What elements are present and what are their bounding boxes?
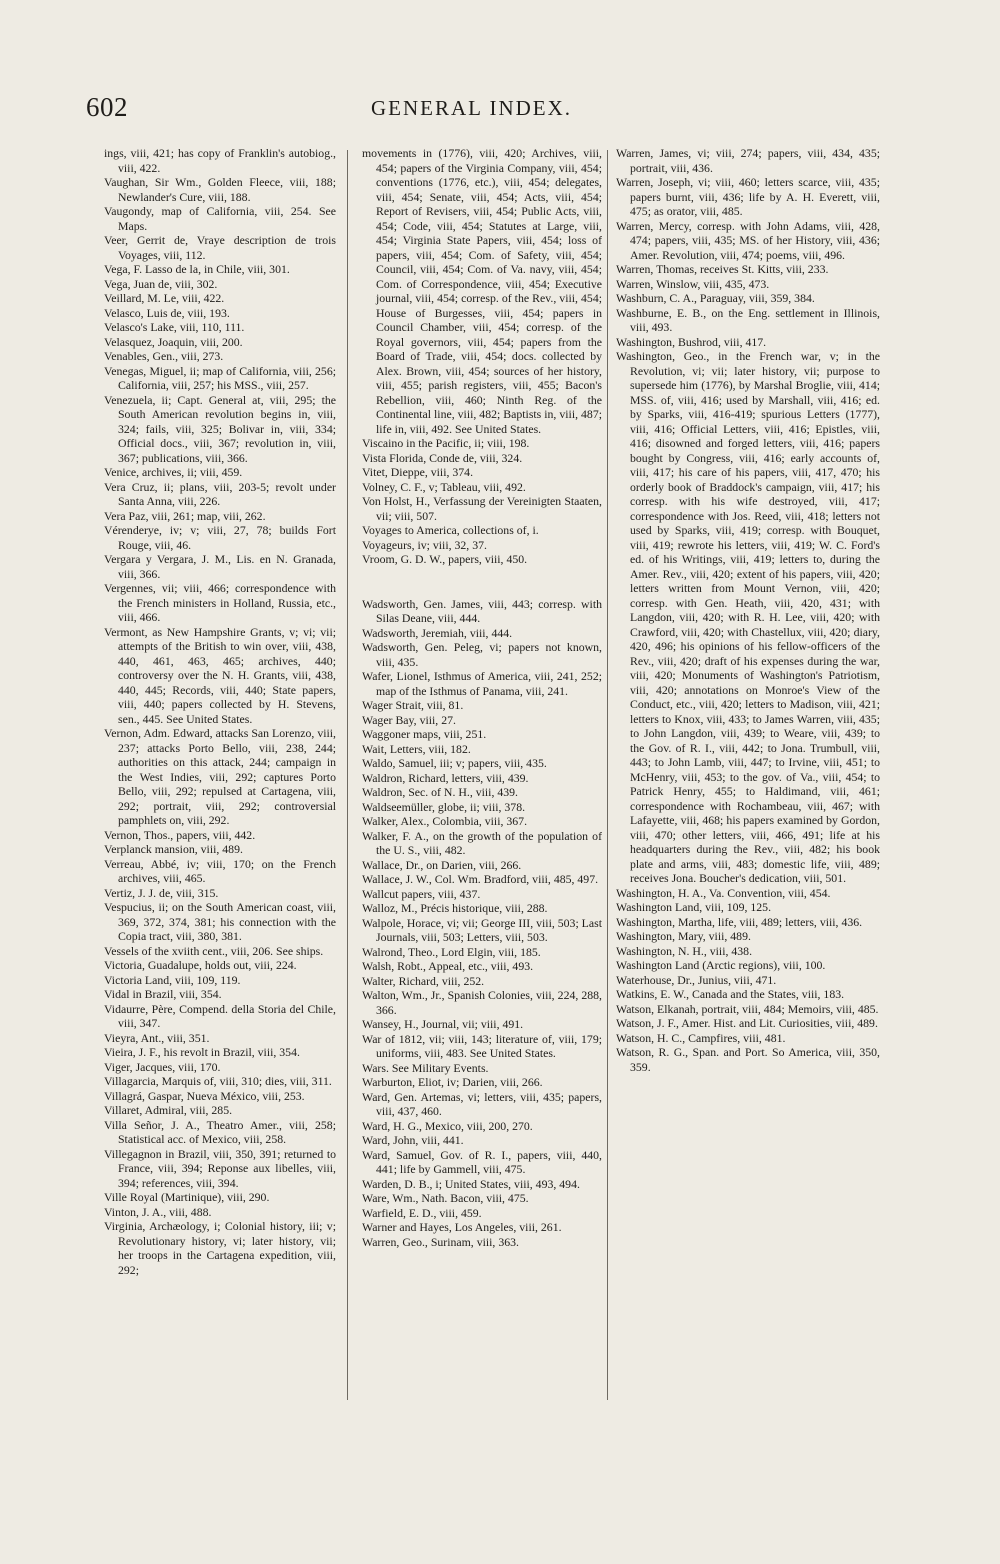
index-entry: Warren, Thomas, receives St. Kitts, viii, 233. (616, 262, 829, 276)
index-entry: Vidal in Brazil, viii, 354. (104, 987, 222, 1001)
index-entry: Vernon, Thos., papers, viii, 442. (104, 827, 256, 842)
index-entry: ings, viii, 421; has copy of Franklin's autobiog., viii, 422. (104, 146, 336, 175)
index-entry: Walpole, Horace, vi; vii; George III, viii, 503; Last Journals, viii, 503; Letters, viii, 503. (362, 915, 602, 944)
index-entry: Waldseemüller, globe, ii; viii, 378. (362, 799, 526, 814)
index-entry: Vergennes, vii; viii, 466; correspondence with the French ministers in Holland, Russia, etc., viii, 466. (104, 581, 336, 624)
index-entry: Veer, Gerrit de, Vraye description de trois Voyages, viii, 112. (104, 233, 336, 262)
index-entry: Vera Paz, viii, 261; map, viii, 262. (104, 508, 266, 523)
index-entry: Washington Land, viii, 109, 125. (616, 900, 772, 914)
index-column-2 (362, 146, 602, 1446)
index-entry: Wadsworth, Gen. James, viii, 443; corresp. with Silas Deane, viii, 444. (362, 596, 602, 625)
index-entry: Ward, John, viii, 441. (362, 1133, 464, 1147)
index-entry: Wadsworth, Jeremiah, viii, 444. (362, 625, 513, 640)
index-entry: Warden, D. B., i; United States, viii, 493, 494. (362, 1176, 580, 1191)
index-entry: Washington, Martha, life, viii, 489; letters, viii, 436. (616, 914, 863, 929)
index-entry: Wallcut papers, viii, 437. (362, 886, 481, 901)
index-entry: Voyages to America, collections of, i. (362, 523, 539, 537)
index-entry: Ward, Gen. Artemas, vi; letters, viii, 435; papers, viii, 437, 460. (362, 1089, 602, 1118)
index-entry: Watson, H. C., Campfires, viii, 481. (616, 1030, 786, 1045)
index-entry: Vega, Juan de, viii, 302. (104, 276, 218, 291)
index-entry: Walsh, Robt., Appeal, etc., viii, 493. (362, 959, 534, 973)
index-entry: Wafer, Lionel, Isthmus of America, viii, 241, 252; map of the Isthmus of Panama, viii, 241. (362, 669, 602, 698)
index-entry: War of 1812, vii; viii, 143; literature of, viii, 179; uniforms, viii, 483. See United States. (362, 1031, 602, 1060)
index-entry: Washington, Bushrod, viii, 417. (616, 334, 767, 349)
index-entry: Washington Land (Arctic regions), viii, 100. (616, 958, 826, 972)
index-entry: Villagrá, Gaspar, Nueva México, viii, 253. (104, 1088, 305, 1103)
index-entry: Walter, Richard, viii, 252. (362, 973, 485, 988)
index-entry: Vega, F. Lasso de la, in Chile, viii, 301. (104, 262, 290, 276)
index-entry: Vera Cruz, ii; plans, viii, 203-5; revolt under Santa Anna, viii, 226. (104, 479, 336, 508)
index-entry: Vaugondy, map of California, viii, 254. See Maps. (104, 204, 336, 233)
index-entry: Walton, Wm., Jr., Spanish Colonies, viii, 224, 288, 366. (362, 988, 602, 1017)
index-entry: Wansey, H., Journal, vii; viii, 491. (362, 1017, 524, 1031)
index-entry: Ware, Wm., Nath. Bacon, viii, 475. (362, 1191, 529, 1205)
index-entry: Victoria Land, viii, 109, 119. (104, 972, 241, 987)
index-entry: Victoria, Guadalupe, holds out, viii, 224. (104, 958, 297, 972)
index-entry: Washington, H. A., Va. Convention, viii, 454. (616, 885, 831, 900)
index-entry: Waldo, Samuel, iii; v; papers, viii, 435. (362, 756, 547, 770)
index-column-3 (616, 146, 880, 1446)
index-entry: Warfield, E. D., viii, 459. (362, 1205, 482, 1220)
index-entry: Warren, James, vi; viii, 274; papers, viii, 434, 435; portrait, viii, 436. (616, 146, 880, 175)
index-entry: Warren, Mercy, corresp. with John Adams, viii, 428, 474; papers, viii, 435; MS. of her History, viii, 436; Amer. Revolution, viii, 474; poems, viii, 496. (616, 218, 880, 262)
page-number: 602 (86, 92, 128, 122)
column-divider (607, 150, 608, 1400)
index-entry: Wallace, Dr., on Darien, viii, 266. (362, 857, 522, 872)
index-entry: Vidaurre, Père, Compend. della Storia del Chile, viii, 347. (104, 1001, 336, 1030)
index-entry: Warburton, Eliot, iv; Darien, viii, 266. (362, 1075, 543, 1089)
index-entry: Vitet, Dieppe, viii, 374. (362, 465, 474, 479)
index-entry: Verplanck mansion, viii, 489. (104, 842, 243, 856)
index-entry: Waggoner maps, viii, 251. (362, 727, 487, 741)
index-entry: Voyageurs, iv; viii, 32, 37. (362, 537, 487, 552)
index-entry: Veillard, M. Le, viii, 422. (104, 291, 225, 305)
index-entry: Velasco's Lake, viii, 110, 111. (104, 320, 245, 334)
index-entry: Washington, N. H., viii, 438. (616, 943, 753, 958)
index-entry: Vieira, J. F., his revolt in Brazil, viii, 354. (104, 1045, 300, 1059)
index-entry: Watson, J. F., Amer. Hist. and Lit. Curiosities, viii, 489. (616, 1016, 878, 1030)
index-entry: Vroom, G. D. W., papers, viii, 450. (362, 552, 528, 566)
index-entry: Watson, R. G., Span. and Port. So America, viii, 350, 359. (616, 1045, 880, 1074)
index-entry: Vessels of the xviith cent., viii, 206. See ships. (104, 943, 324, 958)
index-column-1 (104, 146, 336, 1446)
index-entry: Venezuela, ii; Capt. General at, viii, 295; the South American revolution begins in, viii, 324; fails, viii, 325; Bolivar in, viii, 334; Official docs., viii, 367; revolution in, viii, 367; publications, viii, 366. (104, 392, 336, 465)
index-entry: Villaret, Admiral, viii, 285. (104, 1103, 233, 1117)
index-entry: Walker, Alex., Colombia, viii, 367. (362, 814, 528, 828)
index-entry: Warren, Joseph, vi; viii, 460; letters scarce, viii, 435; papers burnt, viii, 436; life by A. H. Everett, viii, 475; as orator, viii, 485. (616, 175, 880, 218)
index-entry: Washburne, E. B., on the Eng. settlement in Illinois, viii, 493. (616, 305, 880, 334)
index-entry: movements in (1776), viii, 420; Archives, viii, 454; papers of the Virginia Company, viii, 454; conventions (1776, etc.), viii, 454; delegates, viii, 454; Senate, viii, 454; Acts, viii, 454; Report of Revisers, viii, 454; Public Acts, viii, 454; Code, viii, 454; Statutes at Large, viii, 454; Virginia State Papers, viii, 454; loss of papers, viii, 454; Com. of Safety, viii, 454; Council, viii, 454; Com. of Va. navy, viii, 454; Com. of Correspondence, viii, 454; Executive journal, viii, 454; corresp. of the Rev., viii, 454; House of Burgesses, viii, 454; papers in Council Chamber, viii, 454; corresp. of the Royal governors, viii, 454; papers from the Board of Trade, viii, 454; docs. collected by Alex. Brown, viii, 454; sources of her history, viii, 455; parish registers, viii, 455; Bacon's Rebellion, viii, 460; Ninth Reg. of the Continental line, viii, 482; Baptists in, viii, 487; life in, viii, 492. See United States. (362, 146, 602, 436)
column-divider (347, 150, 348, 1400)
index-entry: Walloz, M., Précis historique, viii, 288. (362, 901, 548, 915)
index-entry: Waterhouse, Dr., Junius, viii, 471. (616, 972, 777, 987)
index-entry: Verreau, Abbé, iv; viii, 170; on the French archives, viii, 465. (104, 856, 336, 885)
running-head: GENERAL INDEX. (371, 96, 573, 120)
index-entry: Venegas, Miguel, ii; map of California, viii, 256; California, viii, 257; his MSS., viii, 257. (104, 363, 336, 392)
index-entry: Vergara y Vergara, J. M., Lis. en N. Granada, viii, 366. (104, 552, 336, 581)
index-entry: Wager Bay, viii, 27. (362, 712, 456, 727)
index-entry: Wait, Letters, viii, 182. (362, 741, 471, 756)
index-entry: Villegagnon in Brazil, viii, 350, 391; returned to France, viii, 394; Reponse aux libelles, viii, 394; references, viii, 394. (104, 1146, 336, 1190)
index-entry: Viger, Jacques, viii, 170. (104, 1059, 221, 1074)
index-entry: Vérenderye, iv; v; viii, 27, 78; builds Fort Rouge, viii, 46. (104, 523, 336, 552)
index-entry: Waldron, Sec. of N. H., viii, 439. (362, 785, 518, 799)
index-entry: Wadsworth, Gen. Peleg, vi; papers not known, viii, 435. (362, 640, 602, 669)
index-entry: Washburn, C. A., Paraguay, viii, 359, 384. (616, 291, 815, 305)
index-entry: Velasquez, Joaquin, viii, 200. (104, 334, 243, 349)
index-entry: Wallace, J. W., Col. Wm. Bradford, viii, 485, 497. (362, 872, 599, 886)
index-entry: Vaughan, Sir Wm., Golden Fleece, viii, 188; Newlander's Cure, viii, 188. (104, 175, 336, 204)
index-entry: Warren, Winslow, viii, 435, 473. (616, 276, 770, 291)
index-entry: Virginia, Archæology, i; Colonial history, iii; v; Revolutionary history, vi; later history, vii; her troops in the Cartagena expedition, viii, 292; (104, 1219, 336, 1277)
page-header (86, 92, 906, 132)
index-entry: Ville Royal (Martinique), viii, 290. (104, 1190, 270, 1204)
index-entry: Villa Señor, J. A., Theatro Amer., viii, 258; Statistical acc. of Mexico, viii, 258. (104, 1117, 336, 1146)
index-entry: Villagarcia, Marquis of, viii, 310; dies, viii, 311. (104, 1074, 332, 1088)
index-entry: Venables, Gen., viii, 273. (104, 349, 224, 363)
index-entry: Watson, Elkanah, portrait, viii, 484; Memoirs, viii, 485. (616, 1001, 879, 1016)
index-entry: Wars. See Military Events. (362, 1060, 489, 1075)
index-entry: Velasco, Luis de, viii, 193. (104, 305, 230, 320)
index-entry: Vieyra, Ant., viii, 351. (104, 1030, 210, 1045)
index-entry: Vernon, Adm. Edward, attacks San Lorenzo, viii, 237; attacks Porto Bello, viii, 238, 244; authorities on this attack, 244; campaign in the West Indies, viii, 292; captures Porto Bello, viii, 292; repulsed at Cartagena, viii, 292; portrait, viii, 292; controversial pamphlets on, viii, 292. (104, 726, 336, 827)
index-entry: Vespucius, ii; on the South American coast, viii, 369, 372, 374, 381; his connection with the Copia tract, viii, 380, 381. (104, 900, 336, 943)
index-entry: Viscaino in the Pacific, ii; viii, 198. (362, 436, 530, 450)
index-entry: Vista Florida, Conde de, viii, 324. (362, 450, 523, 465)
index-entry: Vinton, J. A., viii, 488. (104, 1204, 212, 1219)
index-entry: Waldron, Richard, letters, viii, 439. (362, 770, 529, 785)
index-entry: Walrond, Theo., Lord Elgin, viii, 185. (362, 944, 541, 959)
index-entry: Washington, Geo., in the French war, v; in the Revolution, vi; vii; later history, vii; purpose to supersede him (1776), by Marshal Broglie, viii, 414; MSS. of, viii, 416; used by Marshall, viii, 416; ed. by Sparks, viii, 416-419; spurious Letters (1777), viii, 416; Official Letters, viii, 416; Epistles, viii, 416; disowned and forged letters, viii, 416; papers bought by Congress, viii, 416; early accounts of, viii, 417; his care of his papers, viii, 417, 470; his orderly book of Braddock's campaign, viii, 417; his corresp. with his wife destroyed, viii, 417; correspondence with Jos. Reed, viii, 418; letters not used by Sparks, viii, 419; corresp. with Bouquet, viii, 419; rewrote his letters, viii, 419; W. C. Ford's ed. of his Writings, viii, 419; letters to, during the Amer. Rev., viii, 420; extent of his papers, viii, 420; letters written from Mount Vernon, viii, 420; corresp. with Gen. Heath, viii, 420, 431; with Langdon, viii, 420; with R. H. Lee, viii, 420; with Crawford, viii, 420; with Chastellux, viii, 420; diary, 420, 496; his opinions of his fellow-officers of the Rev., viii, 420; draft of his expenses during the war, viii, 420; Monuments of Washington's Patriotism, viii, 420; annotations on Monroe's View of the Conduct, etc., viii, 420; letters to Madison, viii, 421; letters to Knox, viii, 433; to James Warren, viii, 435; to John Langdon, viii, 439; to Weare, viii, 439; to the Gov. of R. I., viii, 442; to Jona. Trumbull, viii, 443; to John Lamb, viii, 447; to Irvine, viii, 451; to McHenry, viii, 453; to the gov. of Va., viii, 454; to Patrick Henry, 455; to Haldimand, viii, 461; correspondence with Rochambeau, viii, 467; with Lafayette, viii, 468; his papers examined by Gordon, viii, 470; other letters, viii, 466, 491; life at his headquarters during the Rev., viii, 482; his book plate and arms, viii, 483; domestic life, viii, 489; receives Jona. Boucher's dedication, viii, 501. (616, 349, 880, 885)
index-entry: Washington, Mary, viii, 489. (616, 929, 751, 943)
index-entry: Vermont, as New Hampshire Grants, v; vi; vii; attempts of the British to win over, viii, 438, 440, 461, 463, 465; archives, 440; controversy over the N. H. Grants, viii, 438, 440, 445; Records, viii, 440; State papers, viii, 440; papers collected by H. Stevens, sen., 445. See United States. (104, 624, 336, 726)
index-entry: Ward, Samuel, Gov. of R. I., papers, viii, 440, 441; life by Gammell, viii, 475. (362, 1147, 602, 1176)
index-entry: Von Holst, H., Verfassung der Vereinigten Staaten, vii; viii, 507. (362, 494, 602, 523)
index-entry: Walker, F. A., on the growth of the population of the U. S., viii, 482. (362, 828, 602, 857)
index-entry: Vertiz, J. J. de, viii, 315. (104, 885, 219, 900)
index-entry: Watkins, E. W., Canada and the States, viii, 183. (616, 987, 845, 1001)
index-entry: Warren, Geo., Surinam, viii, 363. (362, 1234, 519, 1249)
index-entry: Warner and Hayes, Los Angeles, viii, 261. (362, 1220, 562, 1234)
index-entry: Volney, C. F., v; Tableau, viii, 492. (362, 479, 526, 494)
index-entry: Wager Strait, viii, 81. (362, 698, 464, 712)
index-entry: Venice, archives, ii; viii, 459. (104, 465, 243, 479)
index-entry: Ward, H. G., Mexico, viii, 200, 270. (362, 1118, 533, 1133)
